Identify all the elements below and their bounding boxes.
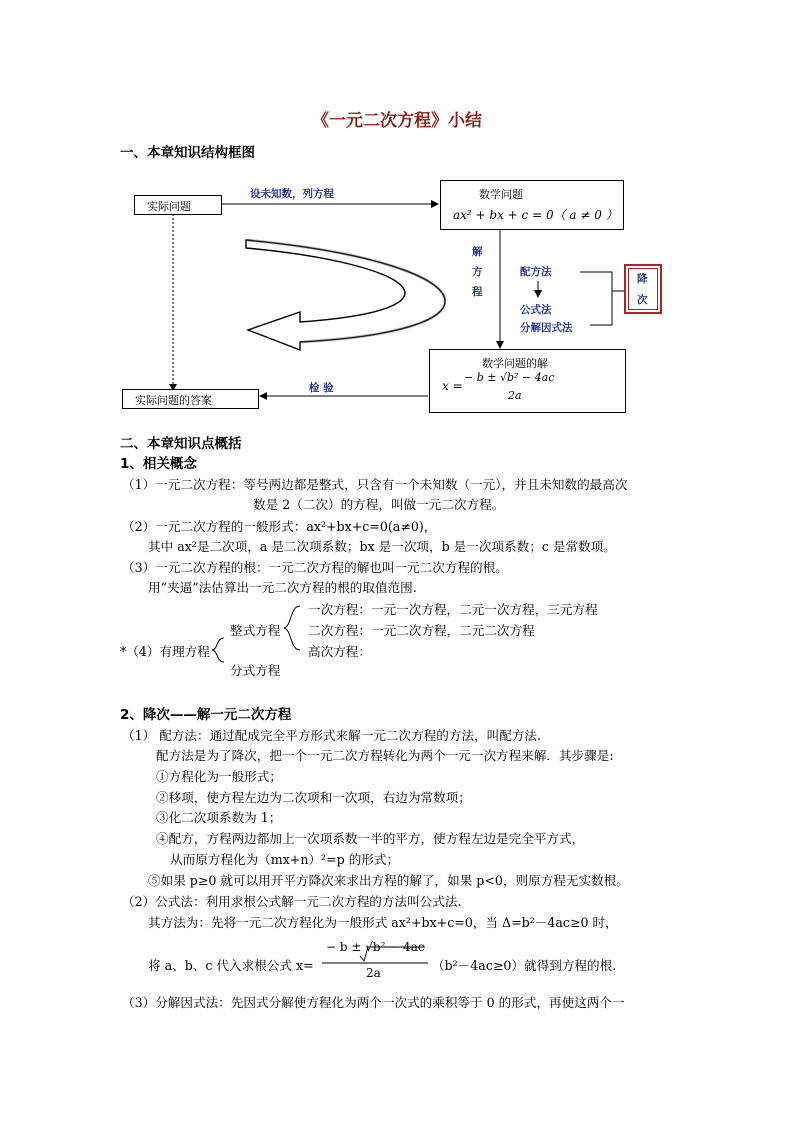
formula-method-label: 公式法 [520,304,552,316]
reduce-char-1: 降 [637,273,648,285]
concept-2-line1: （2）一元二次方程的一般形式：ax²+bx+c=0(a≠0)， [122,519,437,534]
check-label: 检 验 [309,382,334,394]
subsection-reduce-degree: 2、降次——解一元二次方程 [120,707,292,723]
reduce-bracket [580,272,612,325]
math-problem-label: 数学问题 [479,188,523,201]
method-2-procedure: 其方法为：先将一元二次方程化为一般形式 ax²+bx+c=0，当 Δ=b²－4ac≥0 时， [148,915,618,930]
reduce-degree-box [624,264,662,314]
method-2-formula-numerator: − b ± √b² − 4ac [326,940,425,954]
method-1-step4-line1: ④配方，方程两边都加上一次项系数一半的平方，使方程左边是完全平方式， [156,831,585,846]
solution-denominator: 2a [508,389,522,402]
section2-heading: 二、本章知识点概括 [120,436,242,452]
real-problem-label: 实际问题 [147,200,191,213]
subsection-concepts: 1、相关概念 [120,456,197,472]
concept-3-line1: （3）一元二次方程的根：一元二次方程的解也叫一元二次方程的根。 [122,560,508,575]
solution-box [429,349,626,413]
factoring-method-label: 分解因式法 [520,322,573,334]
solve-char-1: 解 [472,246,483,258]
method-2-formula-suffix: （b²－4ac≥0）就得到方程的根. [432,958,617,973]
reduce-char-2: 次 [637,294,648,306]
method-1-step4-line2: 从而原方程化为（mx+n）²=p 的形式； [170,852,400,867]
completing-square-label: 配方法 [520,266,552,278]
concept-1-line2: 数是 2（二次）的方程，叫做一元二次方程。 [253,497,505,512]
method-2-formula-denominator: 2a [366,966,381,980]
method-3-definition: （3）分解因式法：先因式分解使方程化为两个一次式的乘积等于 0 的形式，再使这两个一 [122,995,625,1010]
method-1-step1: ①方程化为一般形式； [156,769,282,784]
section1-heading: 一、本章知识结构框图 [120,145,255,161]
math-problem-box [440,180,624,230]
concept-1-line1: （1）一元二次方程：等号两边都是整式，只含有一个未知数（一元），并且未知数的最高次 [122,477,628,492]
set-unknown-label: 设未知数，列方程 [250,188,334,200]
linear-equation-item: 一次方程：一元一次方程，二元一次方程，三元方程 [308,602,598,617]
brace-integral [284,606,300,650]
method-1-step3: ③化二次项系数为 1； [156,810,282,825]
method-1-intro: 配方法是为了降次，把一个一元二次方程转化为两个一元一次方程来解．其步骤是: [156,748,614,763]
integral-equation-label: 整式方程 [230,623,281,638]
brace-rational [212,638,224,662]
method-1-step2: ②移项，使方程左边为二次项和一次项，右边为常数项； [156,790,471,805]
solution-numerator: − b ± √b² − 4ac [464,371,555,384]
method-1-step5: ⑤如果 p≥0 就可以用开平方降次来求出方程的解了，如果 p<0，则原方程无实数根。 [148,873,629,888]
concept-3-line2: 用“夹逼”法估算出一元二次方程的根的取值范围. [148,580,417,595]
higher-equation-item: 高次方程： [308,644,371,659]
real-answer-box [122,389,259,409]
quadratic-equation-item: 二次方程：一元二次方程，二元二次方程 [308,623,535,638]
general-equation: ax² + bx + c = 0（ a ≠ 0 ） [453,208,618,222]
real-answer-label: 实际问题的答案 [135,394,212,407]
concept-2-line2: 其中 ax²是二次项，a 是二次项系数；bx 是一次项，b 是一次项系数；c 是常数项。 [148,539,616,554]
fractional-equation-label: 分式方程 [230,663,281,678]
rational-equation-label: *（4）有理方程 [120,644,210,659]
method-1-definition: （1） 配方法：通过配成完全平方形式来解一元二次方程的方法，叫配方法. [122,728,542,743]
curved-return-arrow [246,240,445,350]
solve-char-3: 程 [472,286,483,298]
real-problem-box [134,195,222,215]
solution-label: 数学问题的解 [482,357,548,370]
solution-lhs: x = [442,379,463,393]
solve-char-2: 方 [472,266,483,278]
method-2-formula-prefix: 将 a、b、c 代入求根公式 x= [148,958,314,973]
method-2-definition: （2）公式法：利用求根公式解一元二次方程的方法叫公式法. [122,894,462,909]
page-title: 《一元二次方程》小结 [312,111,482,131]
